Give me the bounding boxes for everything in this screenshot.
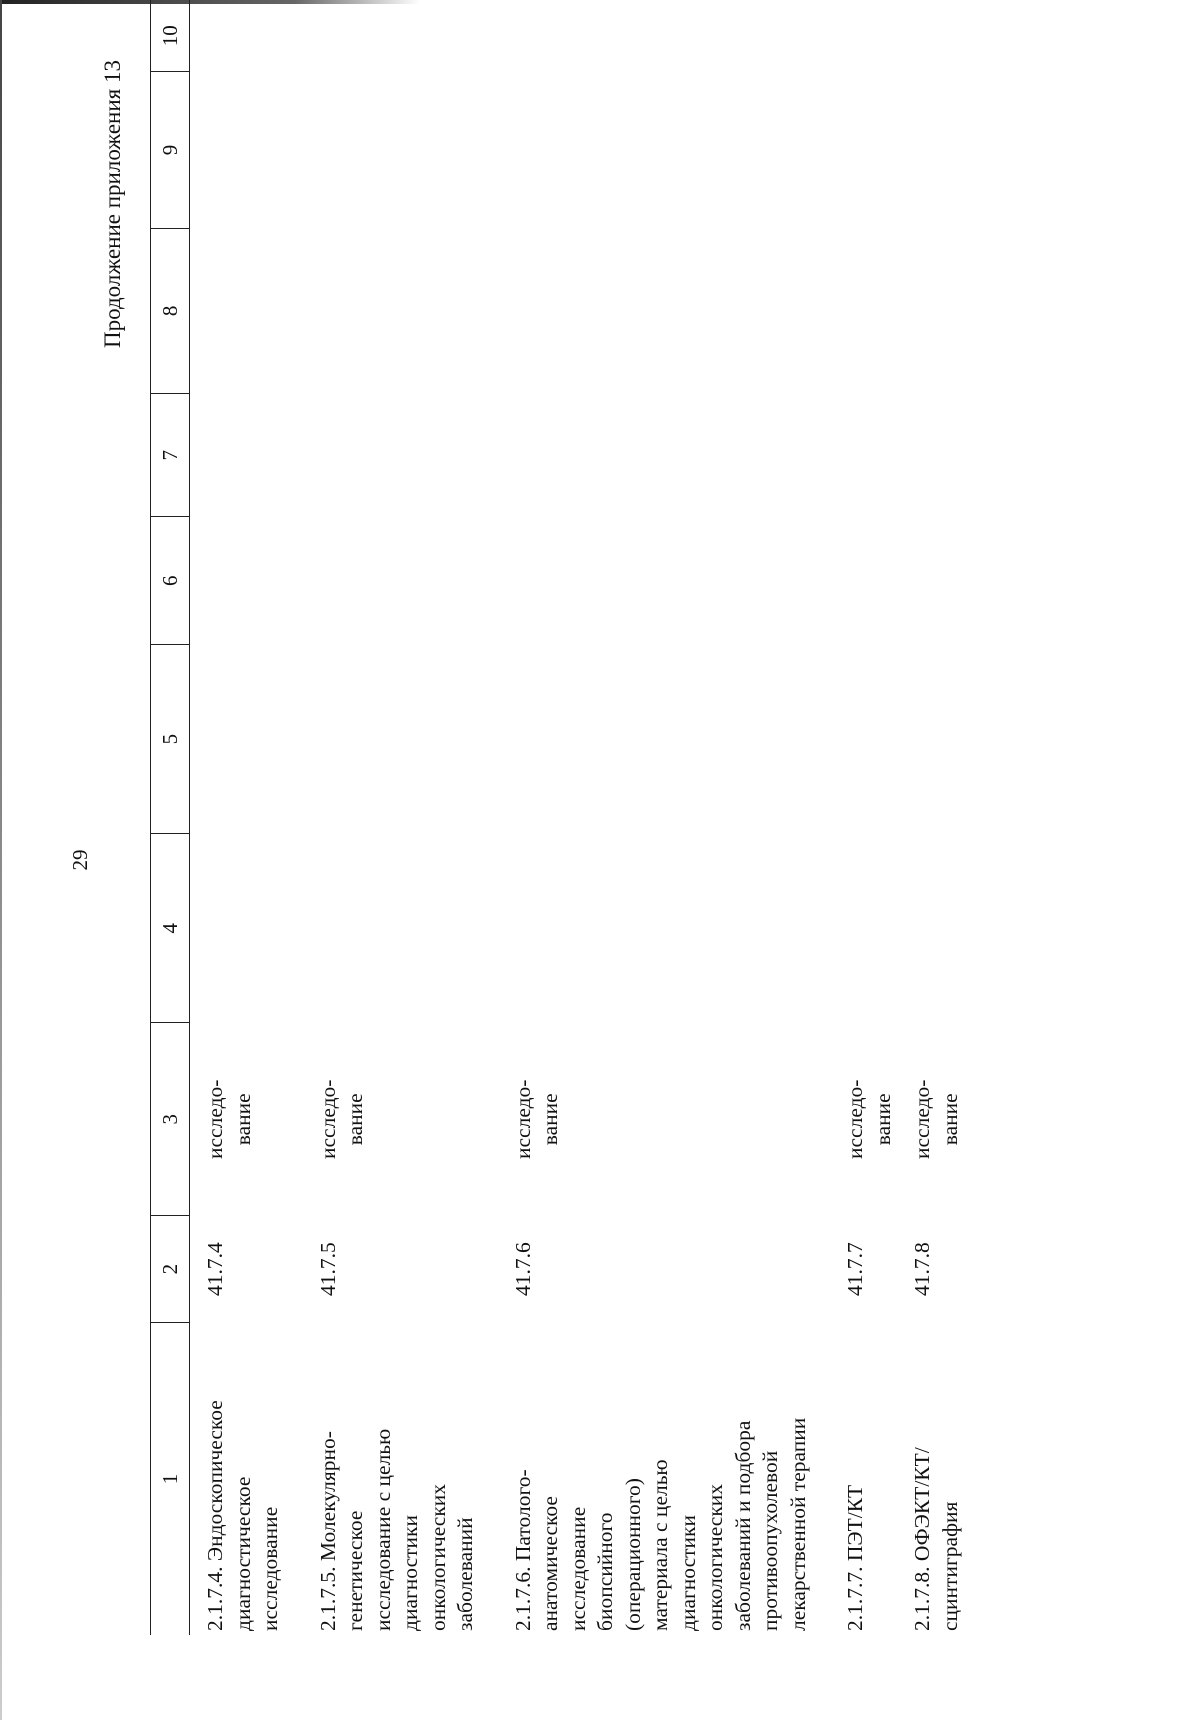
header-cell: 8 xyxy=(151,228,190,394)
page-number: 29 xyxy=(68,849,92,871)
table-row xyxy=(190,0,303,1635)
service-name-line: сцинтиграфия xyxy=(937,1501,962,1631)
unit-cell xyxy=(897,1023,982,1216)
service-name-line: 2.1.7.4. Эндоскопическое xyxy=(203,1400,227,1631)
unit-line: исследо- xyxy=(910,1079,935,1159)
service-name-line: онкологических xyxy=(425,1483,450,1631)
unit-line: исследо- xyxy=(843,1079,868,1159)
unit-cell xyxy=(498,1023,831,1216)
unit-cell xyxy=(303,1023,498,1216)
header-cell: 9 xyxy=(151,72,190,228)
service-name-line: биопсийного xyxy=(593,1512,618,1631)
service-name-line: исследование xyxy=(258,1506,283,1631)
header-cell: 6 xyxy=(151,517,190,645)
header-cell: 1 xyxy=(151,1323,190,1635)
service-name-line: 2.1.7.8. ОФЭКТ/КТ/ xyxy=(910,1447,935,1631)
service-name-cell xyxy=(498,1323,831,1635)
table-row xyxy=(830,0,897,1635)
unit-line: вание xyxy=(230,1093,255,1146)
service-name-line: онкологических xyxy=(703,1483,728,1631)
service-code-cell: 41.7.6 xyxy=(510,1242,535,1297)
service-name-cell xyxy=(830,1323,897,1635)
service-name-line: диагностики xyxy=(398,1515,423,1631)
unit-line: исследо- xyxy=(510,1079,535,1159)
header-cell: 5 xyxy=(151,645,190,834)
unit-line: исследо- xyxy=(315,1079,340,1159)
service-name-line: исследование с целью xyxy=(370,1428,395,1631)
service-name-line: диагностическое xyxy=(230,1476,255,1631)
table-header-row xyxy=(151,0,190,1635)
header-cell: 10 xyxy=(151,0,190,72)
service-code-cell: 41.7.8 xyxy=(910,1242,935,1297)
header-cell: 3 xyxy=(151,1023,190,1216)
unit-cell xyxy=(190,1023,303,1216)
service-name-line: (операционного) xyxy=(620,1478,645,1631)
unit-line: вание xyxy=(870,1093,895,1146)
service-name-line: заболеваний xyxy=(453,1517,478,1631)
service-name-line: диагностики xyxy=(675,1515,700,1631)
service-name-line: 2.1.7.7. ПЭТ/КТ xyxy=(843,1484,868,1631)
service-name-cell xyxy=(190,1323,303,1635)
unit-line: вание xyxy=(937,1093,962,1146)
service-name-line: противоопухолевой xyxy=(758,1450,783,1631)
service-name-line: исследование xyxy=(565,1506,590,1631)
unit-line: вание xyxy=(343,1093,368,1146)
service-name-line: лекарственной терапии xyxy=(785,1417,810,1631)
service-code-cell: 41.7.4 xyxy=(203,1242,227,1297)
service-name-line: анатомическое xyxy=(538,1496,563,1631)
unit-cell xyxy=(830,1023,897,1216)
header-cell: 7 xyxy=(151,394,190,517)
unit-line: вание xyxy=(538,1093,563,1146)
table-row xyxy=(498,0,831,1635)
appendix-caption: Продолжение приложения 13 xyxy=(100,60,125,348)
service-code-cell: 41.7.5 xyxy=(315,1242,340,1297)
table-row xyxy=(303,0,498,1635)
service-name-line: генетическое xyxy=(343,1510,368,1631)
main-table xyxy=(150,0,982,1635)
header-cell: 4 xyxy=(151,834,190,1023)
service-name-cell xyxy=(303,1323,498,1635)
header-cell: 2 xyxy=(151,1216,190,1323)
table-row xyxy=(897,0,982,1635)
unit-line: исследо- xyxy=(203,1079,227,1159)
service-name-cell xyxy=(897,1323,982,1635)
service-code-cell: 41.7.7 xyxy=(843,1242,868,1297)
service-name-line: материала с целью xyxy=(648,1459,673,1631)
service-name-line: 2.1.7.6. Патолого- xyxy=(510,1469,535,1631)
service-name-line: заболеваний и подбора xyxy=(730,1420,755,1631)
service-name-line: 2.1.7.5. Молекулярно- xyxy=(315,1431,340,1631)
